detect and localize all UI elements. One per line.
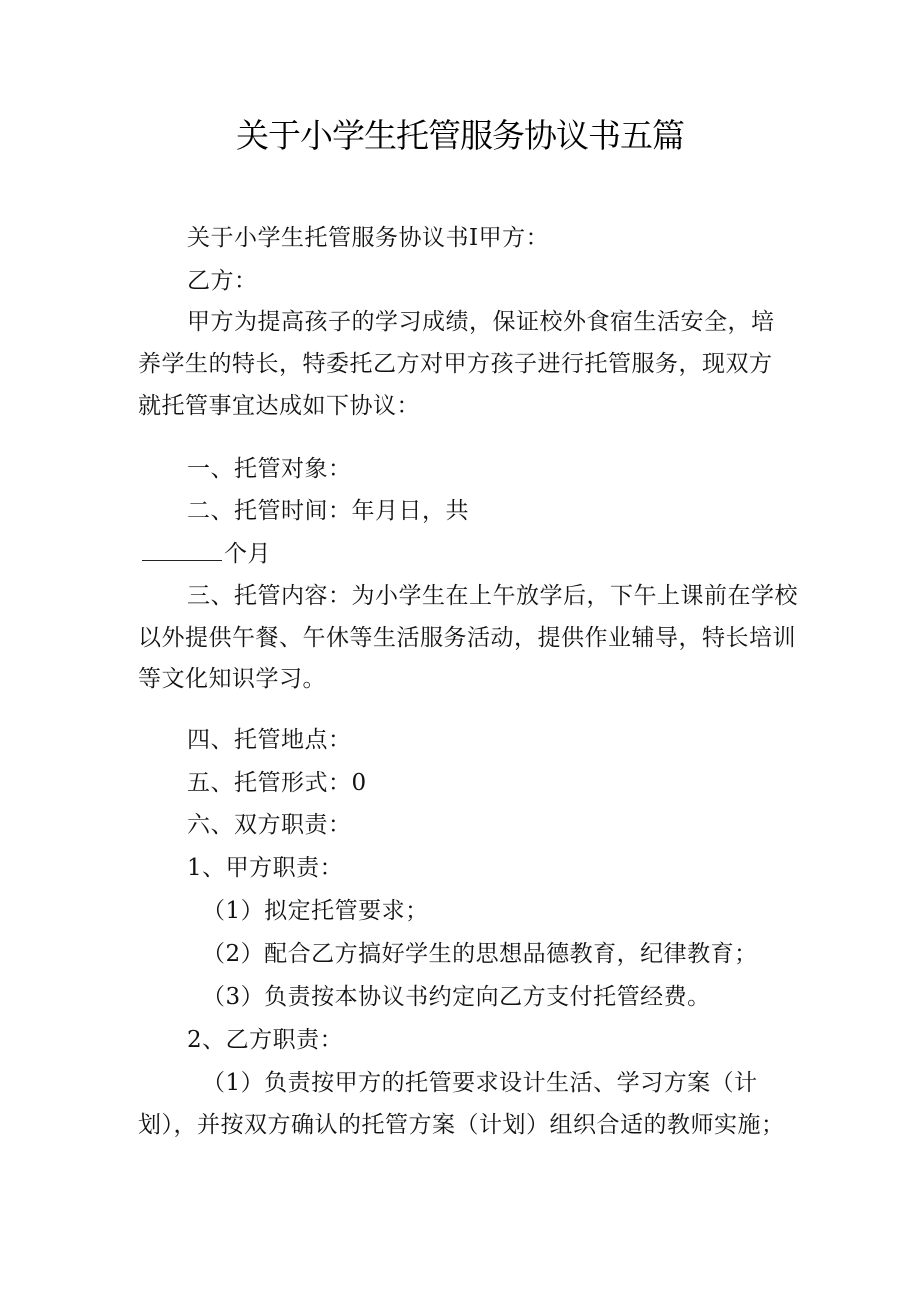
- clause-2-time: 二、托管时间：年月日，共: [187, 498, 469, 524]
- clause-4-location: 四、托管地点：: [187, 727, 352, 753]
- clause-6-duties: 六、双方职责：: [187, 812, 352, 838]
- preamble-line-1: 甲方为提高孩子的学习成绩，保证校外食宿生活安全，培: [187, 309, 775, 335]
- clause-5-form: 五、托管形式：0: [187, 770, 367, 796]
- preamble-line-3: 就托管事宜达成如下协议：: [138, 393, 420, 419]
- party-b-duty-1-line-1: （1）负责按甲方的托管要求设计生活、学习方案（计: [202, 1070, 758, 1096]
- clause-3-content-line-3: 等文化知识学习。: [138, 666, 326, 692]
- party-b-duties-heading: 2、乙方职责：: [187, 1027, 344, 1053]
- document-title: 关于小学生托管服务协议书五篇: [236, 116, 684, 155]
- clause-3-content-line-1: 三、托管内容：为小学生在上午放学后，下午上课前在学校: [187, 583, 798, 609]
- clause-1-subject: 一、托管对象：: [187, 456, 352, 482]
- blank-underline: [142, 538, 222, 561]
- agreement-heading-party-a: 关于小学生托管服务协议书I甲方：: [187, 225, 550, 251]
- preamble-line-2: 养学生的特长，特委托乙方对甲方孩子进行托管服务，现双方: [138, 351, 773, 377]
- party-b-label: 乙方：: [187, 268, 258, 294]
- clause-2-months-row: [142, 538, 271, 570]
- party-b-duty-1-line-2: 划），并按双方确认的托管方案（计划）组织合适的教师实施；: [138, 1112, 785, 1138]
- months-label: 个月: [224, 541, 271, 567]
- clause-3-content-line-2: 以外提供午餐、午休等生活服务活动，提供作业辅导，特长培训: [138, 625, 796, 651]
- party-a-duty-1: （1）拟定托管要求；: [202, 898, 429, 924]
- party-a-duties-heading: 1、甲方职责：: [187, 855, 344, 881]
- party-a-duty-3: （3）负责按本协议书约定向乙方支付托管经费。: [202, 984, 711, 1010]
- party-a-duty-2: （2）配合乙方搞好学生的思想品德教育，纪律教育；: [202, 941, 758, 967]
